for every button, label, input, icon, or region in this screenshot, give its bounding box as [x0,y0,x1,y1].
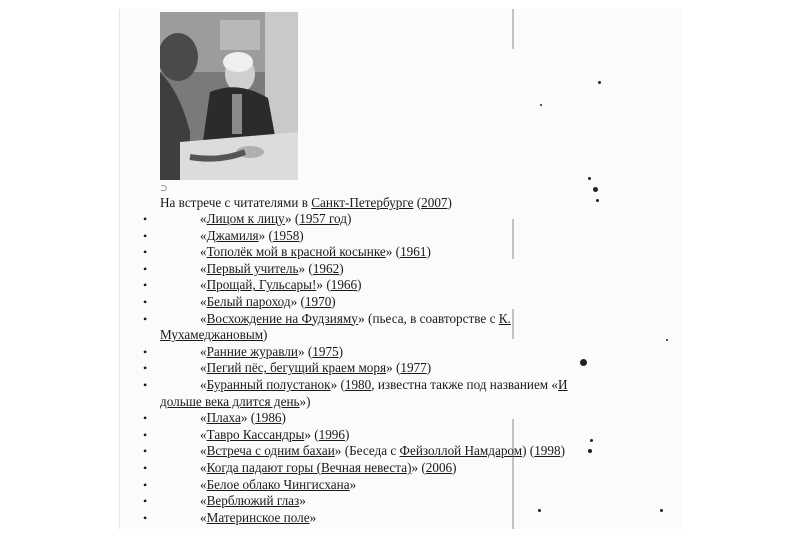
list-item: • «Плаха» (1986) [143,410,286,426]
work-title-link[interactable]: Встреча с одним бахаи [206,443,335,459]
work-title-link[interactable]: Ранние журавли [206,343,298,359]
list-item: • «Белое облако Чингисхана» [143,476,357,492]
work-year-link[interactable]: 1977 [400,360,427,376]
interlocutor-link[interactable]: Фейзоллой Намдаром [399,443,523,459]
list-item: • «Ранние журавли» (1975) [143,343,344,359]
scan-speck [538,509,541,512]
list-item: • «Когда падают горы (Вечная невеста)» (2006) [143,459,457,475]
work-year-link[interactable]: 1957 год [299,211,347,226]
list-item: • «Тавро Кассандры» (1996) [143,426,350,442]
work-title-link[interactable]: Тополёк мой в красной косынке [206,244,386,260]
photo-caption: На встрече с читателями в Санкт-Петербурге (2007) [160,195,452,210]
work-year-link[interactable]: 1998 [534,443,561,459]
work-year-link[interactable]: 1975 [312,343,339,359]
work-year-link[interactable]: 2006 [425,459,453,475]
list-item: • «Буранный полустанок» (1980, известна также под названием «И дольше века длится день») [143,376,568,409]
image-anchor-icon: ⊃ [160,183,168,193]
list-item: • «Пегий пёс, бегущий краем моря» (1977) [143,360,432,376]
work-title-link[interactable]: Верблюжий глаз [206,493,300,509]
coauthor-link-cont[interactable]: Мухамеджановым [160,327,264,343]
work-title-link[interactable]: Первый учитель [206,260,299,276]
scan-streak [512,309,514,339]
author-photo [160,12,298,180]
scan-speck [596,199,599,202]
list-item: • «Джамиля» (1958) [143,227,304,243]
scan-streak [512,419,514,529]
work-year-link[interactable]: 1961 [400,244,427,260]
alt-title-link-cont[interactable]: дольше века длится день [160,393,300,409]
work-year-link[interactable]: 1962 [312,260,340,276]
work-title-link[interactable]: Материнское поле [206,509,310,525]
work-year-link[interactable]: 1986 [255,410,282,426]
list-item: • «Тополёк мой в красной косынке» (1961) [143,244,431,260]
scan-streak [512,219,514,259]
work-year-link[interactable]: 1958 [272,227,300,243]
coauthor-link[interactable]: К. [498,310,511,326]
scan-speck [660,509,663,512]
caption-year-link[interactable]: 2007 [421,195,448,210]
works-list [120,211,600,526]
list-item: • «Первый учитель» (1962) [143,260,344,276]
scan-speck [580,359,587,366]
scan-speck [588,177,591,180]
work-title-link[interactable]: Плаха [206,410,241,426]
scan-speck [588,449,592,453]
work-title-link[interactable]: Лицом к лицу [206,211,285,226]
work-title-link[interactable]: Буранный полустанок [206,376,331,392]
work-title-link[interactable]: Джамиля [206,227,259,243]
scan-streak [512,9,514,49]
list-item: • «Встреча с одним бахаи» (Беседа с Фейзоллой Намдаром) (1998) [143,443,565,459]
scan-speck [540,104,542,106]
list-item: • «Белый пароход» (1970) [143,293,336,309]
scan-speck [666,339,668,341]
alt-title-link[interactable]: И [558,376,568,392]
list-item: • «Прощай, Гульсары!» (1966) [143,277,362,293]
work-year-link[interactable]: 1966 [330,277,358,293]
caption-text: На встрече с читателями в [160,195,312,210]
scan-speck [598,81,601,84]
list-item: • «Восхождение на Фудзияму» (пьеса, в соавторстве с К. Мухамеджановым) [143,310,511,343]
work-year-link[interactable]: 1970 [304,293,332,309]
scanned-page [119,9,682,529]
work-year-link[interactable]: 1980 [344,376,372,392]
work-year-link[interactable]: 1996 [318,426,345,442]
work-title-link[interactable]: Пегий пёс, бегущий краем моря [206,360,387,376]
work-title-link[interactable]: Прощай, Гульсары! [206,277,317,293]
list-item: • «Верблюжий глаз» [143,493,306,509]
list-item: • «Лицом к лицу» (1957 год) [143,211,352,226]
work-title-link[interactable]: Восхождение на Фудзияму [206,310,359,326]
scan-speck [593,187,598,192]
work-title-link[interactable]: Когда падают горы (Вечная невеста) [206,459,412,475]
work-title-link[interactable]: Белый пароход [206,293,291,309]
scan-speck [590,439,593,442]
list-item: • «Материнское поле» [143,509,317,525]
work-title-link[interactable]: Тавро Кассандры [206,426,305,442]
caption-place-link[interactable]: Санкт-Петербурге [311,195,414,210]
work-title-link[interactable]: Белое облако Чингисхана [206,476,350,492]
